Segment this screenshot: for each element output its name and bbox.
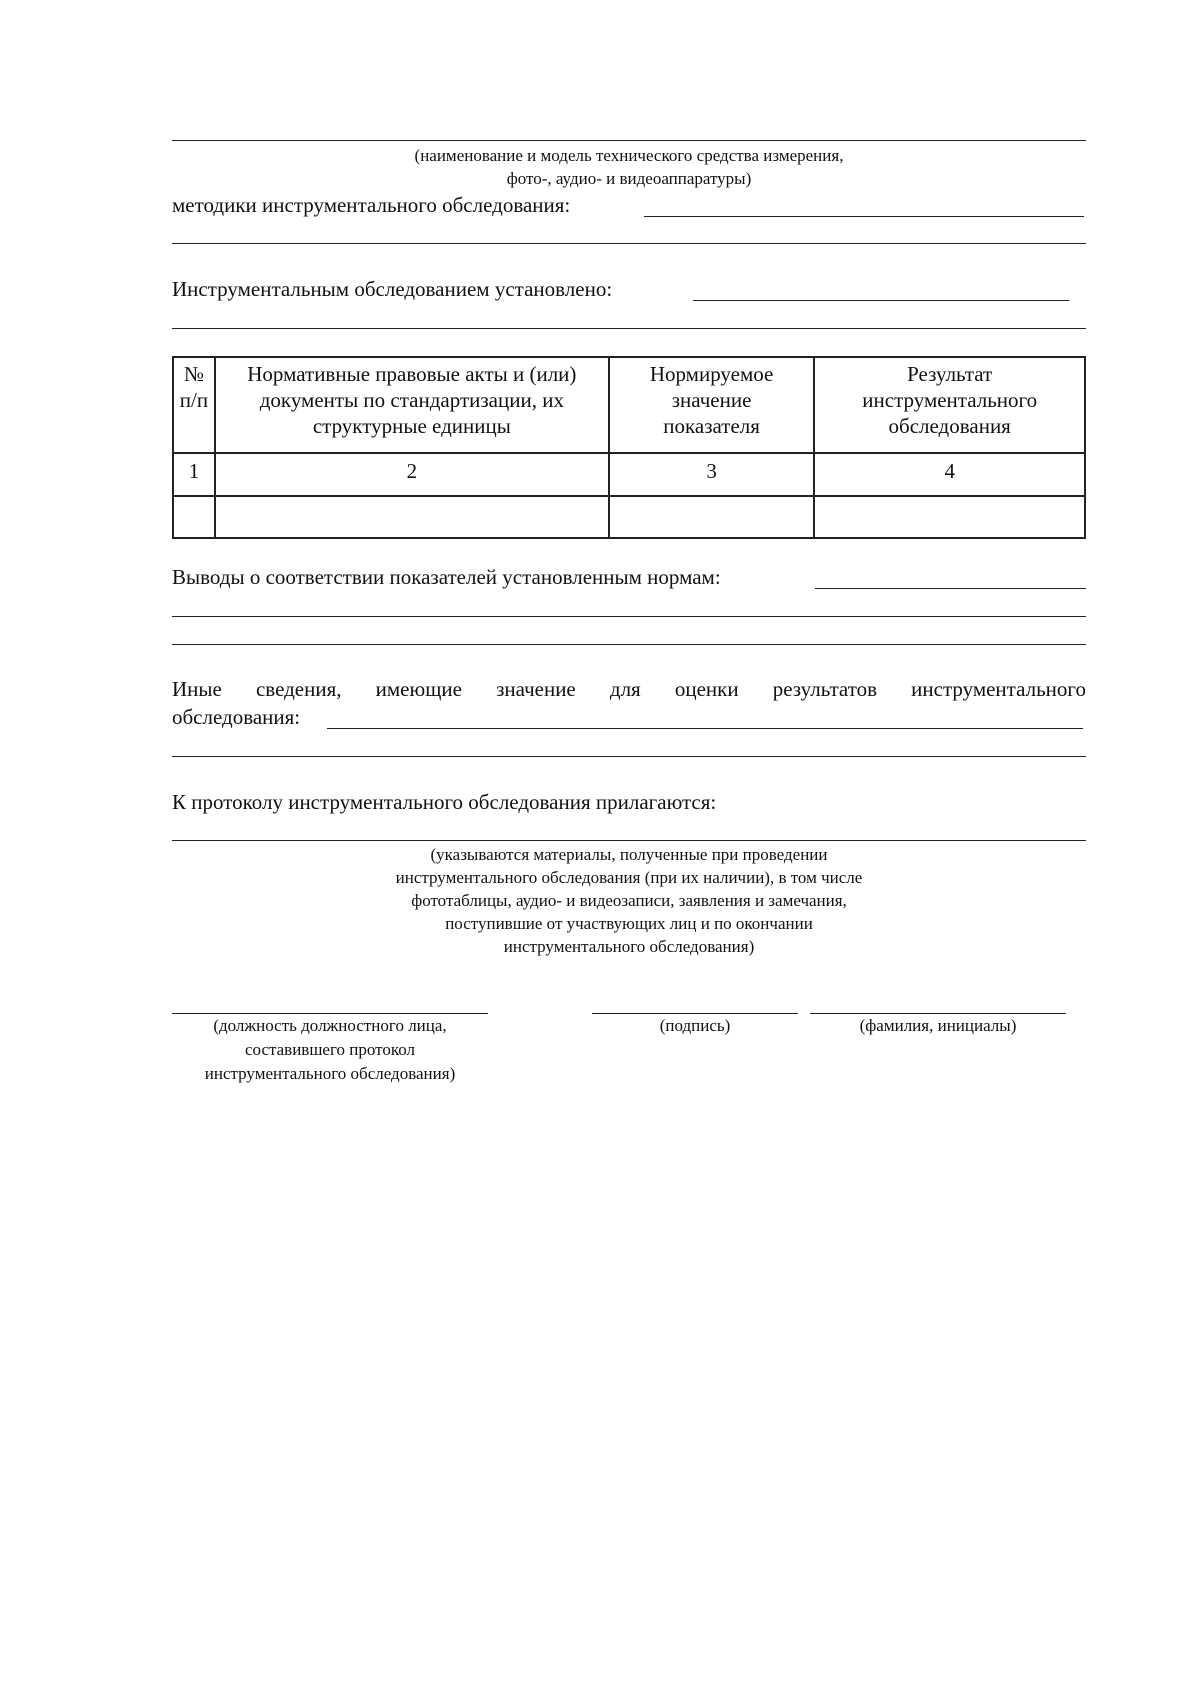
table-cell: 4 bbox=[814, 453, 1085, 496]
other-info-word: для bbox=[609, 677, 641, 701]
conclusions-fill-line-3 bbox=[172, 644, 1086, 645]
header-line: обследования bbox=[888, 414, 1011, 438]
equipment-caption-line-2: фото-, аудио- и видеоаппаратуры) bbox=[506, 169, 752, 188]
conclusions-label: Выводы о соответствии показателей установленным нормам: bbox=[172, 565, 721, 589]
position-caption-line-3: инструментального обследования) bbox=[204, 1064, 456, 1083]
methods-fill-line-2 bbox=[172, 243, 1086, 244]
other-info-line-2: обследования: bbox=[172, 705, 301, 729]
established-fill-line-2 bbox=[172, 328, 1086, 329]
header-line: Нормируемое bbox=[649, 362, 774, 386]
attachments-caption-line-3: фототаблицы, аудио- и видеозаписи, заявления и замечания, bbox=[411, 891, 847, 910]
table-cell: 2 bbox=[215, 453, 609, 496]
name-signature-line bbox=[810, 1013, 1066, 1014]
table-header-row bbox=[173, 357, 1085, 453]
column-header-normative-acts bbox=[215, 357, 609, 453]
table-cell: 1 bbox=[173, 453, 215, 496]
other-info-word: имеющие bbox=[375, 677, 462, 701]
other-info-word: оценки bbox=[674, 677, 739, 701]
column-header-result bbox=[814, 357, 1085, 453]
position-signature-line bbox=[172, 1013, 488, 1014]
other-info-fill-line bbox=[327, 728, 1083, 729]
equipment-name-line bbox=[172, 140, 1086, 141]
other-info-word: сведения, bbox=[255, 677, 342, 701]
header-line: структурные единицы bbox=[312, 414, 511, 438]
other-info-word: инструментального bbox=[911, 677, 1086, 701]
conclusions-fill-line-2 bbox=[172, 616, 1086, 617]
header-line: значение bbox=[671, 388, 752, 412]
column-header-number bbox=[173, 357, 215, 453]
measurement-table bbox=[172, 356, 1086, 539]
attachments-caption-line-1: (указываются материалы, полученные при проведении bbox=[430, 845, 828, 864]
table-cell[interactable] bbox=[609, 496, 815, 538]
conclusions-fill-line bbox=[815, 588, 1086, 589]
position-caption-line-1: (должность должностного лица, bbox=[213, 1016, 447, 1035]
attachments-caption-line-5: инструментального обследования) bbox=[503, 937, 755, 956]
attachments-fill-line bbox=[172, 840, 1086, 841]
other-info-word: Иные bbox=[172, 677, 222, 701]
other-info-line-1 bbox=[172, 676, 1086, 702]
header-line: Нормативные правовые акты и (или) bbox=[247, 362, 577, 386]
header-line: показателя bbox=[663, 414, 760, 438]
name-caption: (фамилия, инициалы) bbox=[859, 1016, 1017, 1035]
methods-fill-line bbox=[644, 216, 1084, 217]
table-cell[interactable] bbox=[173, 496, 215, 538]
other-info-fill-line-2 bbox=[172, 756, 1086, 757]
established-fill-line bbox=[693, 300, 1069, 301]
other-info-word: значение bbox=[496, 677, 576, 701]
header-line: инструментального bbox=[862, 388, 1038, 412]
equipment-caption-line-1: (наименование и модель технического средства измерения, bbox=[414, 146, 844, 165]
attachments-label: К протоколу инструментального обследования прилагаются: bbox=[172, 790, 717, 814]
position-caption-line-2: составившего протокол bbox=[244, 1040, 416, 1059]
header-line: документы по стандартизации, их bbox=[259, 388, 564, 412]
attachments-caption-line-2: инструментального обследования (при их наличии), в том числе bbox=[395, 868, 863, 887]
other-info-word: результатов bbox=[772, 677, 878, 701]
attachments-caption-line-4: поступившие от участвующих лиц и по окончании bbox=[445, 914, 813, 933]
table-numbering-row bbox=[173, 453, 1085, 496]
header-line: № bbox=[183, 362, 204, 386]
header-line: Результат bbox=[907, 362, 993, 386]
signature-line bbox=[592, 1013, 798, 1014]
established-label: Инструментальным обследованием установлено: bbox=[172, 277, 613, 301]
header-line: п/п bbox=[179, 388, 209, 412]
signature-caption: (подпись) bbox=[659, 1016, 731, 1035]
table-cell[interactable] bbox=[814, 496, 1085, 538]
column-header-norm-value bbox=[609, 357, 815, 453]
methods-label: методики инструментального обследования: bbox=[172, 193, 571, 217]
table-cell: 3 bbox=[609, 453, 815, 496]
table-row bbox=[173, 496, 1085, 538]
table-cell[interactable] bbox=[215, 496, 609, 538]
